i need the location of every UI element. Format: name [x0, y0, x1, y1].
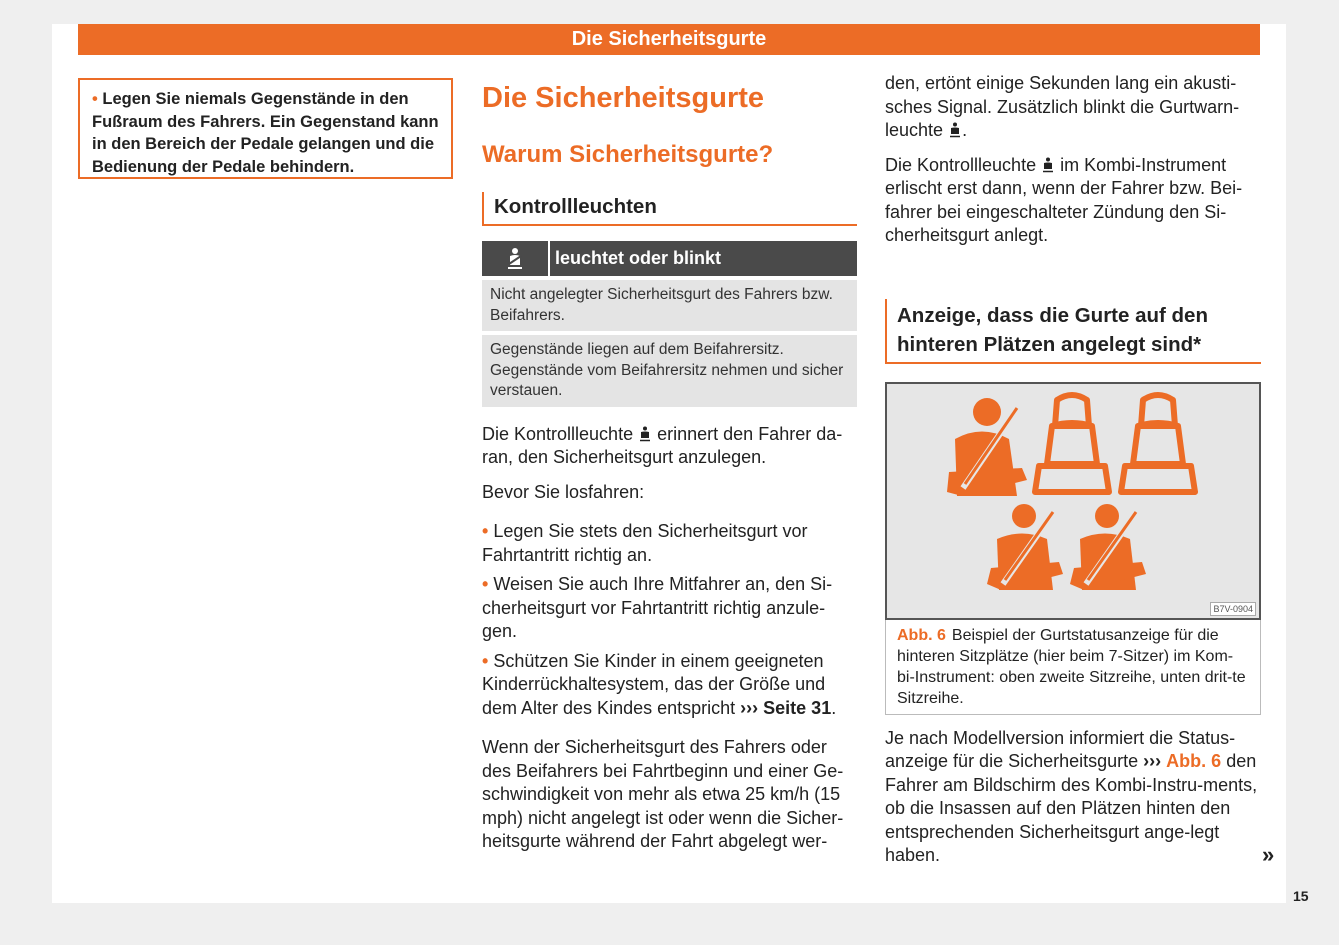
- seatbelt-status-figure: [885, 382, 1261, 620]
- figure-reference-link[interactable]: Abb. 6: [1166, 751, 1222, 771]
- bullet-icon: •: [482, 650, 489, 671]
- seatbelt-icon: [948, 122, 962, 138]
- paragraph: [885, 727, 1261, 868]
- section-title: Die Sicherheitsgurte: [482, 82, 765, 114]
- bullet-icon: •: [482, 521, 489, 541]
- list-item-text: Schützen Sie Kinder in einem geeigneten Kinderrückhaltesystem, das der Größe und dem Alter des Kindes entspricht: [482, 650, 826, 718]
- paragraph: [482, 423, 857, 470]
- bullet-icon: •: [482, 574, 489, 594]
- bullet-icon: •: [92, 90, 98, 108]
- caption-label: Abb. 6: [897, 626, 946, 644]
- table-header-label: leuchtet oder blinkt: [555, 248, 722, 268]
- continue-arrow: »: [1262, 842, 1275, 867]
- caption-text: Beispiel der Gurtstatusanzeige für die hinteren Sitzplätze (hier beim 7-Sitzer) im Kom-bi-Instrument: oben zweite Sitzreihe, unten drit-te Sitzreihe.: [897, 626, 1246, 707]
- paragraph: Bevor Sie losfahren:: [482, 481, 645, 502]
- page-number: 15: [1293, 888, 1309, 904]
- reference-arrows: ›››: [740, 697, 759, 718]
- warning-light-table-header: [482, 241, 857, 276]
- list-item: • Schützen Sie Kinder in einem geeigneten Kinderrückhaltesystem, das der Größe und dem Alter des Kindes entspricht ››› Seite 31.: [482, 650, 837, 718]
- seatbelt-warning-icon: [482, 241, 550, 276]
- page-header: Die Sicherheitsgurte: [78, 24, 1260, 55]
- section-subtitle: Warum Sicherheitsgurte?: [482, 141, 774, 168]
- paragraph-text: Die Kontrollleuchte: [885, 154, 1037, 175]
- seatbelt-icon: [1041, 157, 1055, 173]
- paragraph-text: den, ertönt einige Sekunden lang ein akusti-sches Signal. Zusätzlich blinkt die Gurtwarn-leuchte: [885, 73, 1240, 140]
- list-item-text: Weisen Sie auch Ihre Mitfahrer an, den Si-cherheitsgurt vor Fahrtantritt richtig anzule-gen.: [482, 574, 833, 641]
- warning-text: Legen Sie niemals Gegenstände in den Fußraum des Fahrers. Ein Gegenstand kann in den Bereich der Pedale gelangen und die Bedienung der Pedale behindern.: [92, 90, 439, 176]
- figure-code: B7V-0904: [1210, 602, 1256, 616]
- page-reference-link[interactable]: Seite 31: [763, 697, 832, 718]
- figure-caption: [885, 620, 1261, 715]
- paragraph: Wenn der Sicherheitsgurt des Fahrers oder des Beifahrers bei Fahrtbeginn und einer Ge-schwindigkeit von mehr als etwa 25 km/h (15 mph) nicht angelegt ist oder wenn die Sicher-heitsgurte während der Fahrt abgelegt wer-: [482, 737, 844, 851]
- paragraph: den, ertönt einige Sekunden lang ein akusti-sches Signal. Zusätzlich blinkt die Gurtwarn-leuchte .: [885, 73, 1240, 140]
- list-item-text: Legen Sie stets den Sicherheitsgurt vor Fahrtantritt richtig an.: [482, 521, 808, 565]
- reference-arrows: ›››: [1143, 751, 1162, 771]
- seat-status-illustration: [887, 384, 1259, 618]
- paragraph-text: Die Kontrollleuchte: [482, 423, 634, 444]
- paragraph-text: Je nach Modellversion informiert die Status-anzeige für die Sicherheitsgurte: [885, 727, 1236, 771]
- list-item: [482, 520, 857, 567]
- paragraph-text: erinnert den Fahrer da-ran, den Sicherheitsgurt anzulegen.: [482, 423, 843, 467]
- paragraph-text: den Fahrer am Bildschirm des Kombi-Instru-ments, ob die Insassen auf den Plätzen hinten den entsprechenden Sicherheitsgurt ange-legt haben.: [885, 751, 1258, 865]
- subsection-heading: Anzeige, dass die Gurte auf den hinteren Plätzen angelegt sind*: [885, 299, 1261, 364]
- right-column: [885, 73, 1261, 868]
- paragraph-text: im Kombi-Instrument erlischt erst dann, wenn der Fahrer bzw. Bei-fahrer bei eingeschalteter Zündung den Si-cherheitsgurt anlegt.: [885, 154, 1243, 245]
- seatbelt-icon: [638, 426, 652, 442]
- subsection-heading: Kontrollleuchten: [482, 192, 857, 226]
- table-row: Gegenstände liegen auf dem Beifahrersitz. Gegenstände vom Beifahrersitz nehmen und sicher verstauen.: [482, 335, 857, 407]
- empty-seat-icon: [1035, 395, 1109, 492]
- middle-column: [482, 76, 857, 854]
- paragraph: [885, 154, 1261, 248]
- table-row: Nicht angelegter Sicherheitsgurt des Fahrers bzw. Beifahrers.: [482, 280, 857, 331]
- empty-seat-icon: [1121, 395, 1195, 492]
- list-item: [482, 573, 857, 644]
- warning-box: [78, 78, 453, 179]
